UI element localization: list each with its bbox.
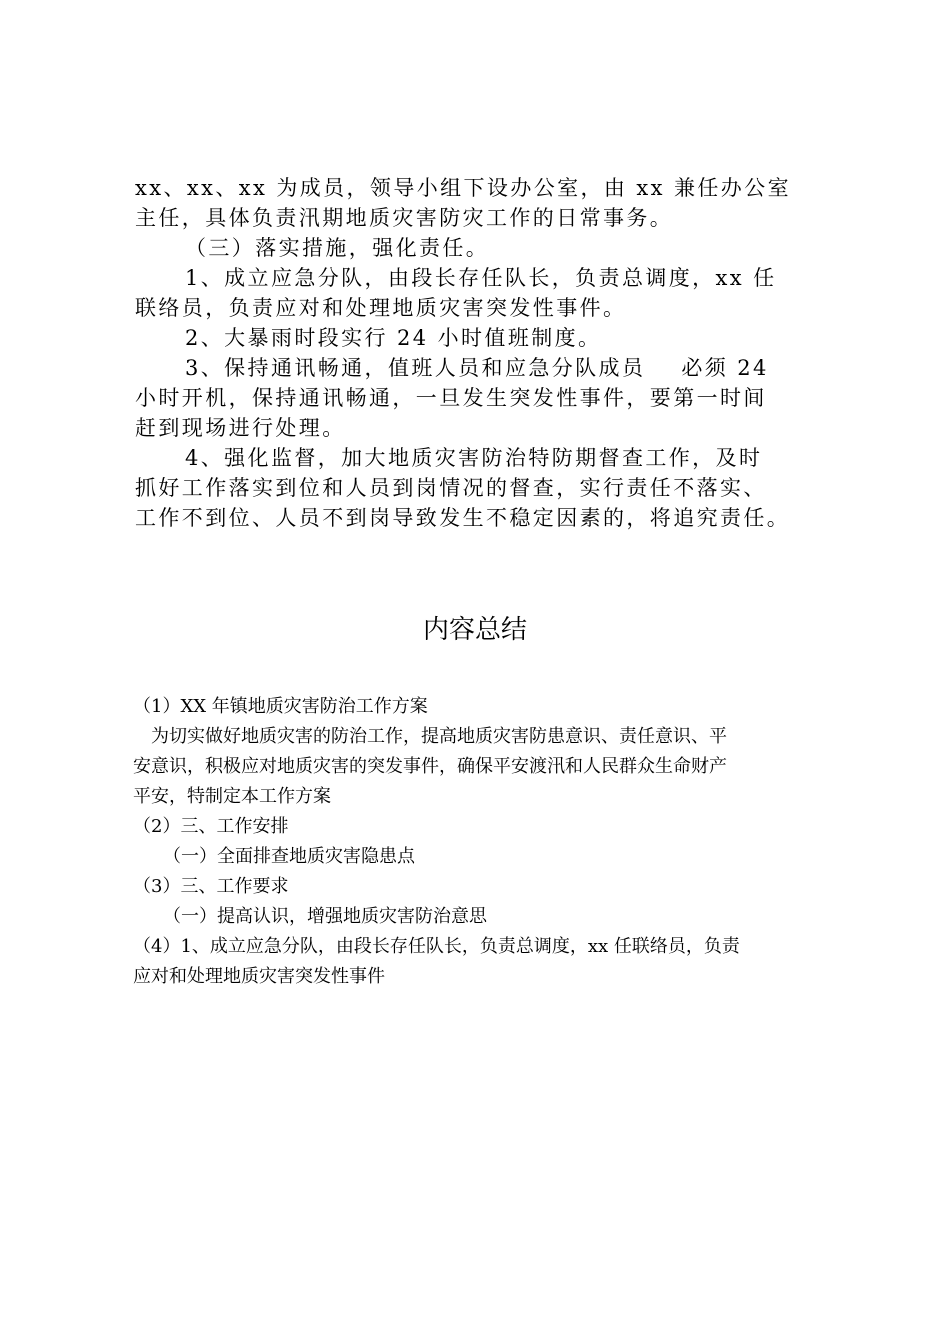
summary-item: （4）1、成立应急分队，由段长存任队长，负责总调度，xx 任联络员，负责 <box>133 936 740 957</box>
summary-line: 应对和处理地质灾害突发性事件 <box>133 966 385 987</box>
body-line: 抓好工作落实到位和人员到岗情况的督查，实行责任不落实、 <box>135 476 767 500</box>
body-text <box>135 173 825 533</box>
body-line-part: 必须 24 <box>681 356 769 380</box>
summary-line: 平安，特制定本工作方案 <box>133 786 331 807</box>
summary-item: （3）三、工作要求 <box>133 876 289 897</box>
body-line: 主任，具体负责汛期地质灾害防灾工作的日常事务。 <box>135 206 674 230</box>
body-line: 2、大暴雨时段实行 24 小时值班制度。 <box>185 326 602 350</box>
summary-title: 内容总结 <box>422 615 527 645</box>
body-line-part: 3、保持通讯畅通，值班人员和应急分队成员 <box>185 356 646 380</box>
summary-line: （一）提高认识，增强地质灾害防治意思 <box>163 906 487 927</box>
body-line: 联络员，负责应对和处理地质灾害突发性事件。 <box>135 296 627 320</box>
summary-item: （1）XX 年镇地质灾害防治工作方案 <box>133 696 428 717</box>
body-line: 1、成立应急分队，由段长存任队长，负责总调度，xx 任 <box>185 266 777 290</box>
summary-line: 为切实做好地质灾害的防治工作，提高地质灾害防患意识、责任意识、平 <box>151 726 727 747</box>
summary-list <box>133 692 833 992</box>
summary-item: （2）三、工作安排 <box>133 816 289 837</box>
summary-line: （一）全面排查地质灾害隐患点 <box>163 846 415 867</box>
body-line: 工作不到位、人员不到岗导致发生不稳定因素的，将追究责任。 <box>135 506 791 530</box>
body-line: 4、强化监督，加大地质灾害防治特防期督查工作，及时 <box>185 446 763 470</box>
summary-line: 安意识，积极应对地质灾害的突发事件，确保平安渡汛和人民群众生命财产 <box>133 756 727 777</box>
body-line: xx、xx、xx 为成员，领导小组下设办公室，由 xx 兼任办公室 <box>135 176 791 200</box>
body-line: 小时开机，保持通讯畅通，一旦发生突发性事件，要第一时间 <box>135 386 767 410</box>
body-line: 赶到现场进行处理。 <box>135 416 346 440</box>
body-line <box>135 353 825 383</box>
section-heading: （三）落实措施，强化责任。 <box>185 236 490 260</box>
